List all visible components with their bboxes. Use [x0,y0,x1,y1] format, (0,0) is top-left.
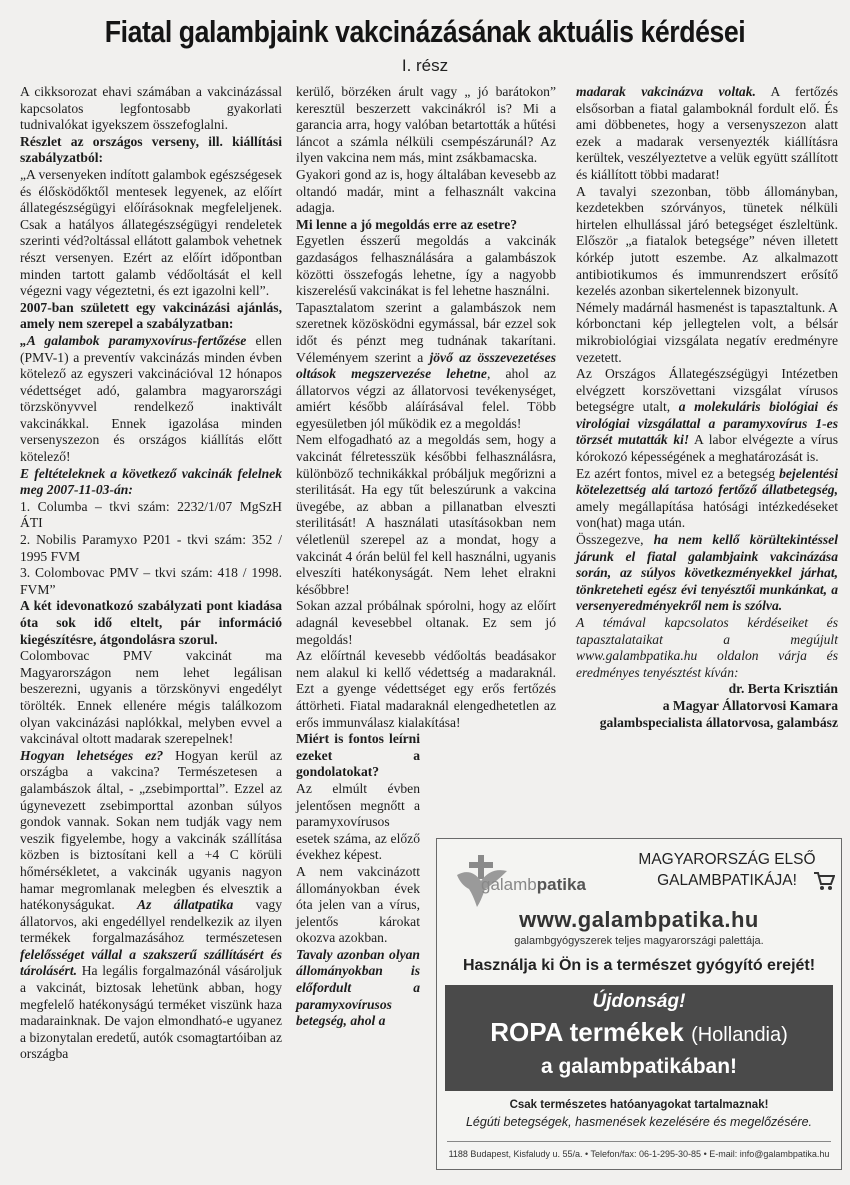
promo-new-label: Újdonság! [592,991,686,1012]
galambpatika-advertisement [436,838,842,1170]
ad-contact-footer: 1188 Budapest, Kisfaludy u. 55/a. • Telefon/fax: 06-1-295-30-85 • E-mail: info@galambpatika.hu [448,1149,830,1159]
paragraph: A cikksorozat ehavi számában a vakcinázással kapcsolatos legfontosabb gyakorlati tudnivalókat igyekszem összefoglalni. [20,84,282,133]
column-1 [20,84,282,1063]
author-role: galambspecialista állatorvosa, galambász [599,714,838,730]
list-item: 3. Colombovac PMV – tkvi szám: 418 / 1998. FVM” [20,565,282,597]
list-item: 2. Nobilis Paramyxo P201 - tkvi szám: 352 / 1995 FVM [20,532,282,564]
section-heading: Részlet az országos verseny, ill. kiállítási szabályzatból: [20,133,282,166]
paragraph: Az előírtnál kevesebb védőoltás beadásakor nem alakul ki kellő védettség a madaraknál. Ezt a gyenge védettséget egy erős fertőzés áttörheti. Fiatal madaraknál elengedhetetlen az erős immunválasz kialakítása! [296,648,556,730]
ad-usage: Légúti betegségek, hasmenések kezelésére és megelőzésére. [465,1115,813,1129]
article-subtitle: I. rész [401,56,449,75]
list-item: 1. Columba – tkvi szám: 2232/1/07 MgSzH ÁTI [20,498,282,531]
paragraph: Tapasztalatom szerint a galambászok nem szeretnek közösködni egymással, bár ezzel sok időt és pénzt meg tudnának takarítani. Véleményem szerint a jövő az összevezetéses oltások megszervezése lehetne, ahol az állatorvos végzi az állatorvosi tevékenységet, amiért később aláírásával felel. Több egyesületben jól működik ez a megoldás! [296,299,556,431]
paragraph: „A versenyeken indított galambok egészségesek és élősködőktől mentesek legyenek, az előírt állategészségügyi előírásoknak megfeleljenek. Csak a hatályos állategészségügyi rendeletek szerinti véd?oltással ellátott galambok vehetnek részt versenyen. Ezért az előírt időpontban minden tartott galamb védőoltását el kell végezni vagy végeztetni, és ezt igazolni kell”. [20,166,282,299]
ad-slogan: Használja ki Ön is a természet gyógyító erejét! [462,957,816,974]
ad-natural-claim: Csak természetes hatóanyagokat tartalmaznak! [509,1099,769,1111]
emphasis: Hogyan lehetséges ez? [20,747,164,763]
section-heading: Mi lenne a jó megoldás erre az esetre? [296,216,518,232]
paragraph: madarak vakcinázva voltak. A fertőzés elsősorban a fiatal galamboknál fordult elő. És ami döbbenetes, hogy a versenyszezon alatt ezek a madarak versenyezték kiállításra kerültek, veszélyeztetve a velük együtt szállított és kiállított többi madarat! [576,84,838,182]
logo-wordmark: galambpatika [481,875,586,894]
paragraph: Némely madárnál hasmenést is tapasztaltunk. A kórbonctani kép jellegtelen volt, a bélsár mikrobiológiai vizsgálata negatív eredményre vezetett. [576,299,838,365]
emphasis: madarak vakcinázva voltak. [576,84,756,99]
paragraph: Egyetlen ésszerű megoldás a vakcinák gazdaságos felhasználására a galambászok közötti összefogás lehetne, így a nagyobb kiszerelésű vakcinákat is fel lehetne használni. [296,233,556,299]
ad-subline: galambgyógyszerek teljes magyarországi palettája. [514,935,764,947]
promo-product: ROPA termékek (Hollandia) [490,1017,788,1047]
emphasis: „A galambok paramyxovírus-fertőzése [20,332,247,348]
paragraph: Hogyan lehetséges ez? Hogyan kerül az országba a vakcina? Természetesen a galambászok által, - „zsebimporttal”. Ezzel az úgynevezett zsebimporttal azonban súlyos gondok vannak. Sokan nem tudják vagy nem veszik figyelembe, hogy a vakcinák szállítása közben is biztosítani kell a +4 C körüli hőmérsékletet, a vakcinák ugyanis nagyon hamar megromlanak melegben és elvesztik a hatékonyságukat. Az állatpatika vagy állatorvos, aki engedéllyel rendelkezik az ilyen termékek forgalmazásához természetesen felelősséget vállal a szakszerű szállításért és tárolásért. Ha legális forgalmazónál vásároljuk a vakcinát, biztosak lehetünk abban, hogy megfelelő hatékonyságú terméket viszünk haza madarainknak. De vajon elmondható-e ugyanez a bizonytalan eredetű, autók csomagtartóiban az országba [20,747,282,1062]
paragraph: Tavaly azonban olyan állományokban is előfordult a paramyxovírusos betegség, ahol a [296,946,420,1029]
author-name: dr. Berta Krisztián [728,681,838,697]
paragraph: Colombovac PMV vakcinát ma Magyarországon nem lehet legálisan beszerezni, ugyanis a törzskönyvi engedélyt törölték. Ennek ellenére mégis találkozom olyan vakcinázási naplókkal, melyben evvel a vakcinával oltott madarak szerepelnek! [20,648,282,747]
paragraph: „A galambok paramyxovírus-fertőzése ellen (PMV-1) a preventív vakcinázás minden évben kötelező az egyszeri vakcinációval 12 hónapos védettséget adó, galambra magyarországi törzskönyvvel rendelkező inaktivált vakcinákkal. Ennek igazolása minden versenyszezon és országos kiállítás előtt kötelező! [20,332,282,465]
divider [447,1141,831,1142]
emphasis: a molekuláris biológiai és virológiai vizsgálattal a paramyxovírus 1-es törzsét mutatták ki! [576,399,839,448]
section-heading: 2007-ban született egy vakcinázási ajánlás, amely nem szerepel a szabályzatban: [20,299,282,332]
emphasis: felelősséget vállal a szakszerű szállításért és tárolásért. [20,946,282,979]
paragraph: Az Országos Állategészségügyi Intézetben elvégzett korszövettani vizsgálat vírusos betegségre utalt, a molekuláris biológiai és virológiai vizsgálattal a paramyxovírus 1-es törzsét mutatták ki! A labor elvégezte a vírus kórokozó képességének a meghatározását is. [576,366,839,465]
paragraph: Nem elfogadható az a megoldás sem, hogy a vakcinát félretesszük későbbi felhasználásra, különböző technikákkal próbáljuk megőrizni a sterilitását. Ha egy tűt beleszúrunk a vakcina üvegébe, az abban a pillanatban elveszti sterilitását! A használati utasításokban nem véletlenül szerepel az a mondat, hogy a vakcinát 4 órán belül fel kell használni, ugyanis elveszíti hatékonyságát. Nem lehet elrakni későbbre! [296,432,556,597]
ad-url-link[interactable]: www.galambpatika.hu [519,907,759,932]
emphasis: jövő az összevezetéses oltások megszervezése lehetne [296,349,556,382]
author-affiliation: a Magyar Állatorvosi Kamara [662,697,838,713]
section-heading: Miért is fontos leírni ezeket a gondolatokat? [296,731,420,780]
emphasis: Az állatpatika [137,897,234,913]
paragraph: Ez azért fontos, mivel ez a betegség bejelentési kötelezettség alá tartozó fertőző állatbetegség, amely megállapítása hatósági intézkedéseket von(hat) maga után. [576,465,838,531]
closing-note: A témával kapcsolatos kérdéseiket és tapasztalataikat a megújult www.galambpatika.hu oldalon várja és eredményes tenyésztést kíván: [576,615,838,680]
section-heading: A két idevonatkozó szabályzati pont kiadása óta sok idő eltelt, pár információ kiegészítésre, átgondolásra szorul. [20,598,282,647]
paragraph: A tavalyi szezonban, több állományban, kezdetekben szórványos, tünetek nélküli hirtelen elhullással járó betegséget észleltünk. Először „a fiatalok betegsége” néven illetett kórkép jutott eszembe. Az alkalmazott antibiotikumos és immunrendszert erősítő kezelés azonban sikertelennek bizonyult. [576,183,838,299]
emphasis: bejelentési kötelezettség alá tartozó fertőző állatbetegség, [576,465,838,498]
column-3 [576,84,838,731]
paragraph: Sokan azzal próbálnak spórolni, hogy az előírt adagnál kevesebbel oltanak. Ez sem jó megoldás! [296,598,556,647]
paragraph: Gyakori gond az is, hogy általában kevesebb az oltandó madár, mint a felhasznált vakcina adagja. [296,166,556,216]
article-title: Fiatal galambjaink vakcinázásának aktuális kérdései [104,14,746,49]
paragraph: Az elmúlt évben jelentősen megnőtt a paramyxovírusos esetek száma, az előző évekhez képest. [296,780,420,863]
emphasis: ha nem kellő körültekintéssel járunk el fiatal galambjaink vakcinázása során, az súlyos következményekkel járhat, tönkreteheti egész évi tenyésztői munkánkat, a versenyeredményekről nem is szólva. [576,532,838,614]
paragraph: kerülő, börzéken árult vagy „ jó barátokon” keresztül beszerzett vakcinákról is? Mi a garancia arra, hogy valóban betartották a hűtési láncot a számla nélküli csempészárunál? Az ilyen vakcina nem más, mint zsákbamacska. [296,84,556,166]
promo-location: a galambpatikában! [540,1055,738,1078]
section-heading: E feltételeknek a következő vakcinák felelnek meg 2007-11-03-án: [20,465,282,498]
shopping-cart-icon [813,871,835,891]
ropa-promo-box [445,985,833,1091]
ad-headline: MAGYARORSZÁG ELSŐ GALAMBPATIKÁJA! [638,851,816,889]
paragraph: A nem vakcinázott állományokban évek óta jelen van a vírus, jelentős károkat okozva azokban. [296,863,420,946]
paragraph: Összegezve, ha nem kellő körültekintéssel járunk el fiatal galambjaink vakcinázása során, az súlyos következményekkel járhat, tönkreteheti egész évi tenyésztői munkánkat, a versenyeredményekről nem is szólva. [576,532,838,614]
